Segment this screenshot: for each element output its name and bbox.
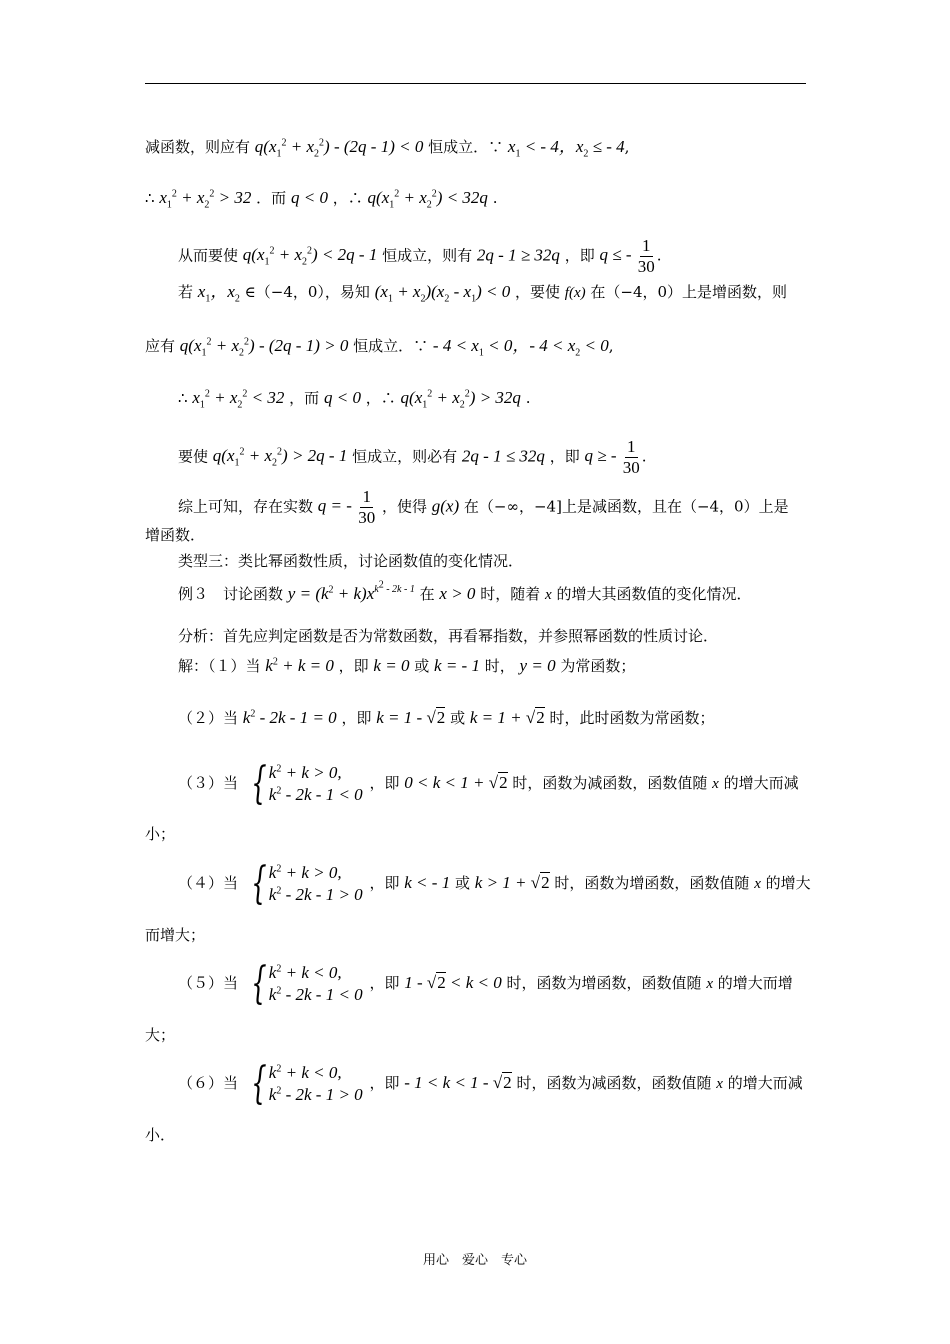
system-of-inequalities: { $k^2 + k < 0$, $k^2 - 2k - 1 > 0$ bbox=[251, 1058, 363, 1109]
formula: $x_1$，$x_2$ bbox=[197, 282, 240, 305]
case-6 bbox=[178, 1058, 803, 1109]
formula: k = - 1 bbox=[434, 656, 480, 675]
text: 大； bbox=[145, 1026, 176, 1044]
formula: k > 1 + √2 bbox=[474, 873, 550, 892]
text: ，∴ bbox=[365, 389, 396, 407]
formula: k = 1 + √2 bbox=[469, 708, 545, 727]
text: （３）当 bbox=[178, 774, 239, 792]
text: ∴ bbox=[145, 189, 155, 207]
formula: 1 - √2 < k < 0 bbox=[404, 973, 502, 992]
text: （６）当 bbox=[178, 1074, 239, 1092]
text-line-7: 要使 $q(x_1^2 + x_2^2) > 2q - 1$ 恒成立，则必有 2q - 1 ≤ 32q ，即 q ≥ - $\frac{1}{30}$ . bbox=[178, 437, 647, 477]
text: ，∴ bbox=[332, 189, 363, 207]
formula: $y = (k^2 + k)x^{k^2 - 2k - 1}$ bbox=[287, 580, 415, 603]
text: 增函数． bbox=[145, 526, 206, 544]
text: 应有 bbox=[145, 337, 176, 355]
text: ，要使 bbox=[514, 283, 560, 301]
formula: 2q - 1 ≤ 32q bbox=[461, 446, 545, 466]
formula: x bbox=[706, 976, 714, 992]
text: 减函数，则应有 bbox=[145, 138, 251, 156]
text-line-1: 减函数，则应有 $q(x_1^2 + x_2^2) - (2q - 1) < 0$ 恒成立．∵ $x_1$ < - 4，$x_2$ ≤ - 4, bbox=[145, 137, 630, 160]
formula: q = - $\frac{1}{30}$ bbox=[317, 487, 376, 527]
text: 或 bbox=[454, 874, 470, 892]
case-5-cont bbox=[145, 1025, 175, 1045]
case-3 bbox=[178, 758, 799, 809]
text: 在（−∞，−4]上是减函数，且在（−4，0）上是 bbox=[463, 497, 789, 516]
formula: $q(x_1^2 + x_2^2) > 32q$ bbox=[400, 388, 521, 411]
formula: x bbox=[712, 776, 719, 792]
system-of-inequalities: { $k^2 + k > 0$, $k^2 - 2k - 1 > 0$ bbox=[251, 858, 363, 909]
text: 例３ 讨论函数 bbox=[178, 585, 284, 603]
formula: - $4 < x_1 < 0$，- $4 < x_2 < 0$ bbox=[432, 336, 609, 359]
formula: $k^2 + k = 0$ bbox=[265, 656, 334, 675]
text: 恒成立．∵ bbox=[428, 138, 504, 156]
formula: $x_1$ < - 4，$x_2$ ≤ - 4 bbox=[507, 137, 625, 160]
formula: x bbox=[716, 1076, 723, 1092]
text: 时， bbox=[484, 657, 515, 675]
text: 恒成立，则必有 bbox=[352, 447, 458, 466]
formula: 0 < k < 1 + √2 bbox=[404, 773, 508, 792]
text: 或 bbox=[450, 709, 466, 727]
formula: $(x_1 + x_2)(x_2 - x_1) < 0$ bbox=[374, 282, 511, 305]
formula: $x_1^2 + x_2^2 < 32$ bbox=[192, 388, 285, 411]
case-4 bbox=[178, 858, 811, 909]
text: 的增大而减 bbox=[727, 1074, 803, 1092]
formula: x bbox=[545, 587, 552, 603]
formula: f(x) bbox=[564, 285, 586, 301]
text: 而增大； bbox=[145, 926, 206, 944]
formula: q < 0 bbox=[323, 388, 361, 407]
text-line-2: ∴ $x_1^2 + x_2^2 > 32$ ．而 q < 0 ，∴ $q(x_1^2 + x_2^2) < 32q$ . bbox=[145, 188, 498, 211]
case-3-cont bbox=[145, 824, 175, 844]
system-of-inequalities: { $k^2 + k < 0$, $k^2 - 2k - 1 < 0$ bbox=[251, 958, 363, 1009]
text: 综上可知，存在实数 bbox=[178, 497, 314, 516]
text: ，即 bbox=[341, 709, 372, 727]
formula: $q(x_1^2 + x_2^2) > 2q - 1$ bbox=[212, 446, 348, 469]
text-line-4 bbox=[178, 282, 787, 303]
text: 分析：首先应判定函数是否为常数函数，再看幂指数，并参照幂函数的性质讨论． bbox=[178, 627, 719, 645]
formula: $q(x_1^2 + x_2^2) < 2q - 1$ bbox=[242, 245, 378, 268]
text: ，使得 bbox=[381, 497, 427, 516]
formula: $q(x_1^2 + x_2^2) - (2q - 1) < 0$ bbox=[254, 137, 424, 160]
formula: x > 0 bbox=[439, 584, 476, 603]
text-line-11 bbox=[178, 580, 752, 605]
text-line-5: 应有 $q(x_1^2 + x_2^2) - (2q - 1) > 0$ 恒成立．∵ - $4 < x_1 < 0$，- $4 < x_2 < 0$, bbox=[145, 336, 614, 359]
text: 时，此时函数为常函数； bbox=[549, 709, 715, 727]
text-line-12 bbox=[178, 626, 718, 646]
text: ，即 bbox=[369, 974, 400, 992]
text: ，即 bbox=[564, 246, 595, 265]
text: （２）当 bbox=[178, 709, 239, 727]
text: 解：（１）当 bbox=[178, 657, 261, 675]
text: （５）当 bbox=[178, 974, 239, 992]
text: 在（−4，0）上是增函数，则 bbox=[590, 283, 788, 301]
formula: y = 0 bbox=[519, 656, 556, 675]
text: 恒成立，则有 bbox=[382, 246, 473, 265]
formula: $x_1^2 + x_2^2 > 32$ bbox=[159, 188, 252, 211]
text: 为常函数； bbox=[560, 657, 636, 675]
text: 时，函数为增函数，函数值随 bbox=[554, 874, 750, 892]
text-line-9 bbox=[145, 525, 205, 545]
text: 时，函数为减函数，函数值随 bbox=[516, 1074, 712, 1092]
formula: 2q - 1 ≥ 32q bbox=[476, 245, 560, 265]
text: 的增大而增 bbox=[717, 974, 793, 992]
text: 的增大其函数值的变化情况． bbox=[556, 585, 752, 603]
text: 类型三：类比幂函数性质，讨论函数值的变化情况． bbox=[178, 552, 524, 570]
case-2 bbox=[178, 708, 714, 728]
formula: x bbox=[754, 876, 761, 892]
text: 或 bbox=[414, 657, 430, 675]
text: 恒成立．∵ bbox=[353, 337, 429, 355]
text: ，即 bbox=[369, 874, 400, 892]
formula: - 1 < k < 1 - √2 bbox=[404, 1073, 512, 1092]
formula: q < 0 bbox=[290, 188, 328, 207]
formula: q ≤ - $\frac{1}{30}$ bbox=[599, 236, 655, 276]
text: ，而 bbox=[289, 389, 320, 407]
formula: k = 0 bbox=[373, 656, 410, 675]
text: 小； bbox=[145, 825, 176, 843]
formula: $q(x_1^2 + x_2^2) - (2q - 1) > 0$ bbox=[179, 336, 349, 359]
formula: $q(x_1^2 + x_2^2) < 32q$ bbox=[367, 188, 488, 211]
case-5 bbox=[178, 958, 793, 1009]
text: 时，随着 bbox=[480, 585, 541, 603]
text: 的增大 bbox=[765, 874, 811, 892]
header-rule bbox=[145, 83, 806, 84]
text: 若 bbox=[178, 283, 194, 301]
text-line-8 bbox=[178, 487, 789, 528]
text: 时，函数为增函数，函数值随 bbox=[506, 974, 702, 992]
text: 要使 bbox=[178, 447, 209, 466]
case-6-cont bbox=[145, 1125, 175, 1145]
text: 小． bbox=[145, 1126, 176, 1144]
formula: $k^2 - 2k - 1 = 0$ bbox=[242, 708, 337, 727]
system-of-inequalities: { $k^2 + k > 0$, $k^2 - 2k - 1 < 0$ bbox=[251, 758, 363, 809]
formula: k < - 1 bbox=[404, 873, 451, 892]
formula: q ≥ - $\frac{1}{30}$ bbox=[584, 437, 640, 477]
text: 的增大而减 bbox=[723, 774, 799, 792]
formula: g(x) bbox=[431, 496, 460, 516]
text: ，即 bbox=[369, 774, 400, 792]
text-line-6: ∴ $x_1^2 + x_2^2 < 32$ ，而 q < 0 ，∴ $q(x_1^2 + x_2^2) > 32q$ . bbox=[178, 388, 531, 411]
text: 时，函数为减函数，函数值随 bbox=[512, 774, 708, 792]
text: ∈（−4，0），易知 bbox=[244, 283, 370, 301]
text: （４）当 bbox=[178, 874, 239, 892]
text-line-10 bbox=[178, 551, 523, 571]
formula: k = 1 - √2 bbox=[376, 708, 446, 727]
text: 从而要使 bbox=[178, 246, 239, 265]
case-4-cont bbox=[145, 925, 205, 945]
text: ，即 bbox=[369, 1074, 400, 1092]
text: ，即 bbox=[338, 657, 369, 675]
case-1 bbox=[178, 656, 635, 676]
text-line-3: 从而要使 $q(x_1^2 + x_2^2) < 2q - 1$ 恒成立，则有 2q - 1 ≥ 32q ，即 q ≤ - $\frac{1}{30}$ . bbox=[178, 236, 662, 276]
text: 在 bbox=[419, 585, 435, 603]
text: ∴ bbox=[178, 389, 188, 407]
text: ．而 bbox=[256, 189, 287, 207]
text: ，即 bbox=[549, 447, 580, 466]
page-footer: 用心 爱心 专心 bbox=[422, 1253, 527, 1268]
